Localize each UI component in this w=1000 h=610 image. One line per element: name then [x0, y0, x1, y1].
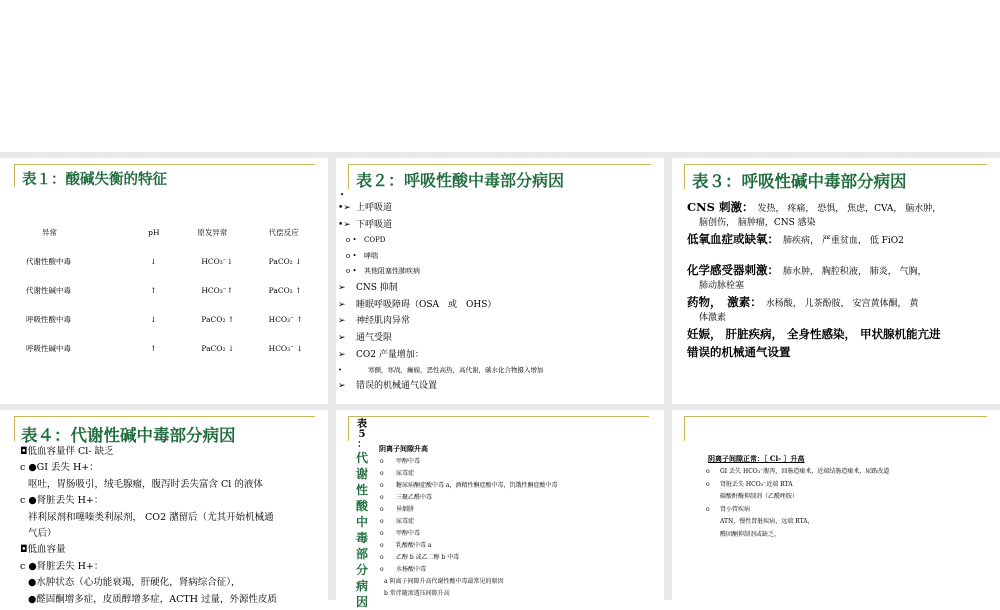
paragraph-head: 化学感受器刺激：	[687, 263, 779, 277]
paragraph-head: 妊娠， 肝脏疾病， 全身性感染， 甲状腺机能亢进	[687, 327, 941, 341]
table-row	[18, 247, 328, 276]
list-item-text: 哮喘	[364, 251, 378, 260]
cause-list	[706, 466, 986, 541]
paragraph-line	[687, 295, 987, 312]
list-item	[706, 516, 986, 529]
cause-line: ◘低血容量	[20, 544, 66, 556]
table-cell: 呼吸性酸中毒	[26, 315, 71, 324]
list-item	[338, 233, 660, 249]
bullet-glyph: o	[380, 506, 384, 513]
paragraph-continuation: 体激素	[699, 313, 727, 323]
cause-list	[338, 200, 660, 395]
list-item	[380, 504, 660, 516]
title-frame	[348, 416, 649, 441]
bullet-glyph: o	[380, 458, 384, 465]
list-item	[706, 479, 986, 492]
slide-thumbnail-5[interactable]	[336, 410, 664, 609]
table-row	[18, 334, 328, 363]
table-row	[18, 276, 328, 305]
bullet-glyph: o •	[346, 236, 357, 245]
slide-title: 表３：呼吸性碱中毒部分病因	[692, 172, 907, 191]
list-item-text: CO2 产量增加：	[356, 349, 424, 360]
list-item	[380, 516, 660, 528]
list-item	[380, 540, 660, 552]
list-item-text: 碳酸酐酶抑制剂（乙酰唑胺）	[720, 493, 799, 500]
slide-thumbnail-4[interactable]	[0, 410, 328, 605]
paragraph-continuation: 肺动脉栓塞	[699, 281, 745, 291]
footnote: a 阴离子间隙升高代谢性酸中毒最常见的原因	[384, 578, 504, 585]
paragraph-line	[687, 263, 987, 280]
list-item	[380, 528, 660, 540]
paragraph-line	[687, 232, 987, 249]
cause-paragraph	[687, 263, 987, 292]
footnote: b 常伴随渗透压间隙升高	[384, 590, 450, 597]
paragraph-head: 药物， 激素：	[687, 295, 762, 309]
title-char: 中	[355, 515, 368, 529]
bullet-glyph: ➢	[338, 332, 346, 343]
bullet-glyph: o •	[346, 251, 357, 260]
list-item-text: 寒颤，寒战，癫痫，恶性高热，高代谢，碳水化合物摄入增加	[368, 366, 544, 375]
list-item	[338, 280, 660, 297]
list-item	[380, 456, 660, 468]
title-char: 部	[355, 547, 368, 561]
list-item	[338, 313, 660, 330]
paragraph-head: 错误的机械通气设置	[687, 345, 791, 359]
paragraph-continuation: 脑创伤， 脑肿瘤，CNS 感染	[699, 218, 816, 228]
title-char: 谢	[355, 467, 368, 481]
list-item-text: 下呼吸道	[356, 219, 393, 230]
cause-line: 袢利尿剂和噻嗪类利尿剂， CO2 潴留后（尤其开始机械通	[28, 511, 274, 523]
bullet-glyph: ➢	[338, 381, 346, 392]
title-char: 酸	[355, 499, 368, 513]
table-cell: 代谢性碱中毒	[26, 286, 71, 295]
title-char: 毒	[355, 531, 368, 545]
table-cell: 代谢性酸中毒	[26, 257, 71, 266]
table-header: 异常	[42, 228, 57, 237]
cause-paragraph	[687, 345, 987, 360]
bullet-glyph: o	[380, 542, 384, 549]
bullet-glyph: o	[380, 518, 384, 525]
paragraph-line	[687, 200, 987, 217]
blank-top-area	[0, 0, 1000, 152]
list-item-text: CNS 抑制	[356, 282, 398, 293]
cause-line: c ●肾脏丢失 H+：	[20, 495, 104, 507]
table-row	[18, 305, 328, 334]
cause-paragraph	[687, 327, 987, 342]
list-item	[380, 492, 660, 504]
bullet-glyph: o	[706, 505, 710, 513]
bullet-glyph: ➢	[338, 299, 346, 310]
table-cell: PaCO₂ ↑	[268, 286, 302, 295]
table-header-row	[18, 218, 328, 247]
slide-title: 表２：呼吸性酸中毒部分病因	[356, 171, 565, 190]
list-item-text: ATN，慢性肾脏疾病，远端 RTA，	[720, 518, 814, 525]
bullet-glyph: •➢	[338, 203, 351, 213]
title-char: 5	[358, 429, 366, 440]
title-char: 性	[355, 483, 368, 497]
list-item-text: 肾小管疾病	[720, 505, 751, 513]
cause-paragraphs	[687, 200, 987, 363]
list-item-text: 睡眠呼吸障碍（OSA 或 OHS）	[356, 299, 497, 310]
list-item	[338, 217, 660, 234]
list-item	[338, 378, 660, 395]
table-cell: PaCO₂ ↓	[201, 344, 235, 353]
list-item-text: 三聚乙醛中毒	[396, 494, 433, 501]
table-cell: ↓	[150, 257, 157, 266]
table-cell: HCO₃⁻ ↓	[268, 344, 303, 353]
cause-paragraph	[687, 295, 987, 324]
list-item	[380, 468, 660, 480]
bullet-dot: •	[340, 191, 345, 199]
list-item	[380, 552, 660, 564]
table-cell: HCO₃⁻ ↑	[268, 315, 303, 324]
cause-line: ●水肿状态（心功能衰竭，肝硬化，肾病综合征），	[28, 577, 241, 589]
acid-base-table	[18, 218, 328, 363]
list-item	[706, 529, 986, 542]
bullet-glyph: ➢	[338, 316, 346, 327]
bullet-glyph: •	[338, 366, 342, 375]
bullet-glyph: o •	[346, 267, 357, 276]
cause-paragraph	[687, 232, 987, 249]
bullet-glyph: o	[380, 554, 384, 561]
list-item	[338, 347, 660, 364]
list-item	[338, 200, 660, 217]
list-item-text: 其他阻塞性肺疾病	[364, 267, 420, 276]
list-item-text: 神经肌肉异常	[356, 316, 411, 327]
table-cell: ↑	[150, 344, 157, 353]
list-item-text: 甲醇中毒	[396, 458, 421, 465]
bullet-glyph: o	[706, 480, 710, 488]
bullet-glyph: o	[380, 566, 384, 573]
bullet-glyph: o	[380, 494, 384, 501]
paragraph-body: 发热， 疼痛， 恐惧， 焦虑，CVA， 脑水肿，	[757, 204, 942, 214]
table-cell: PaCO₂ ↓	[268, 257, 302, 266]
list-item-text: 错误的机械通气设置	[356, 381, 438, 392]
table-cell: PaCO₂ ↑	[201, 315, 235, 324]
list-item-text: 乳酸酸中毒 a	[396, 542, 432, 549]
title-char: 表	[357, 419, 367, 430]
list-item	[706, 504, 986, 517]
paragraph-body: 肺水肿， 胸腔积液， 肺炎， 气胸，	[783, 267, 927, 277]
list-item-text: 糖尿病酮症酸中毒 a，酒精性酮症酸中毒，饥饿性酮症酸中毒	[396, 482, 558, 489]
list-item-text: 乙醇 b 或乙二醇 b 中毒	[396, 554, 460, 561]
list-item-text: GI 丢失 HCO₃⁻腹泻，回肠造瘘术，近端结肠造瘘术，尿路改道	[720, 468, 890, 475]
cause-line: c ●GI 丢失 H+：	[20, 462, 99, 474]
table-header: 原发异常	[197, 228, 228, 237]
slide-title: 表１：酸碱失衡的特征	[22, 171, 167, 188]
title-char: 因	[355, 595, 368, 609]
title-char: 代	[355, 451, 368, 465]
cause-line: ●醛固酮增多症，皮质醇增多症，ACTH 过量，外源性皮质	[28, 593, 278, 605]
cause-lines	[20, 444, 320, 608]
bullet-glyph: ➢	[338, 282, 346, 293]
list-item-text: 尿毒症	[396, 470, 415, 477]
bullet-glyph: o	[380, 470, 384, 477]
title-char: 分	[355, 563, 368, 577]
list-item-text: 尿毒症	[396, 518, 415, 525]
list-item	[338, 264, 660, 280]
bullet-glyph: o	[380, 530, 384, 537]
table-cell: HCO₃⁻↑	[201, 286, 234, 295]
list-item	[338, 297, 660, 314]
table-cell: 呼吸性碱中毒	[26, 344, 71, 353]
slide-thumbnail-3[interactable]	[672, 158, 1000, 404]
table-cell: ↓	[150, 315, 157, 324]
cause-line: ◘低血容量伴 Cl- 缺乏	[20, 446, 114, 457]
bullet-glyph: ➢	[338, 349, 346, 360]
bullet-glyph: o	[706, 468, 710, 475]
paragraph-line	[687, 345, 987, 360]
paragraph-line	[687, 327, 987, 342]
list-item	[338, 249, 660, 265]
paragraph-head: 低氧血症或缺氧：	[687, 232, 779, 246]
list-item-text: COPD	[364, 236, 386, 245]
title-char: 病	[355, 579, 368, 593]
list-item	[706, 491, 986, 504]
title-frame	[684, 416, 987, 441]
title-char: ：	[357, 439, 367, 450]
normal-gap-heading: 阴离子间隙正常：［ Cl- ］升高	[708, 454, 805, 463]
table-header: pH	[148, 228, 160, 237]
cause-line: 呕吐，胃肠吸引，绒毛腺瘤，腹泻时丢失富含 Cl 的液体	[28, 478, 263, 490]
paragraph-head: CNS 刺激：	[687, 200, 754, 214]
anion-gap-heading: 阴离子间隙升高	[379, 444, 428, 453]
cause-paragraph	[687, 200, 987, 229]
slide-thumbnail-6[interactable]	[672, 410, 1000, 600]
list-item-text: 异烟肼	[396, 506, 415, 513]
list-item-text: 上呼吸道	[356, 203, 393, 213]
list-item	[380, 564, 660, 576]
list-item	[338, 330, 660, 347]
vertical-slide-title	[355, 420, 369, 610]
slide-thumbnail-1[interactable]	[0, 158, 328, 404]
table-cell: ↑	[150, 286, 157, 295]
paragraph-body: 水杨酸， 儿茶酚胺， 安宫黄体酮， 黄	[765, 299, 919, 309]
cause-line: 气后）	[28, 528, 57, 540]
paragraph-body: 肺疾病， 严重贫血， 低 FiO2	[783, 236, 904, 246]
cause-list	[380, 456, 660, 600]
list-item-text: 肾脏丢失 HCO₃⁻近端 RTA	[720, 480, 793, 488]
list-item	[706, 466, 986, 479]
list-item-text: 醛固酮抑制剂或缺乏，	[720, 530, 781, 538]
cause-line: c ●肾脏丢失 H+：	[20, 560, 104, 572]
list-item	[380, 480, 660, 492]
list-item-text: 水杨酸中毒	[396, 566, 427, 573]
table-header: 代偿反应	[268, 228, 299, 237]
bullet-glyph: •➢	[338, 219, 351, 230]
list-item	[338, 363, 660, 378]
bullet-glyph: o	[380, 482, 384, 489]
list-item-text: 甲醇中毒	[396, 530, 421, 537]
list-item-text: 通气受限	[356, 332, 393, 343]
slide-thumbnail-2[interactable]	[336, 158, 664, 404]
table-cell: HCO₃⁻↓	[201, 257, 234, 266]
slide-sorter-grid	[0, 152, 1000, 609]
slide-title: 表４：代谢性碱中毒部分病因	[21, 426, 236, 445]
